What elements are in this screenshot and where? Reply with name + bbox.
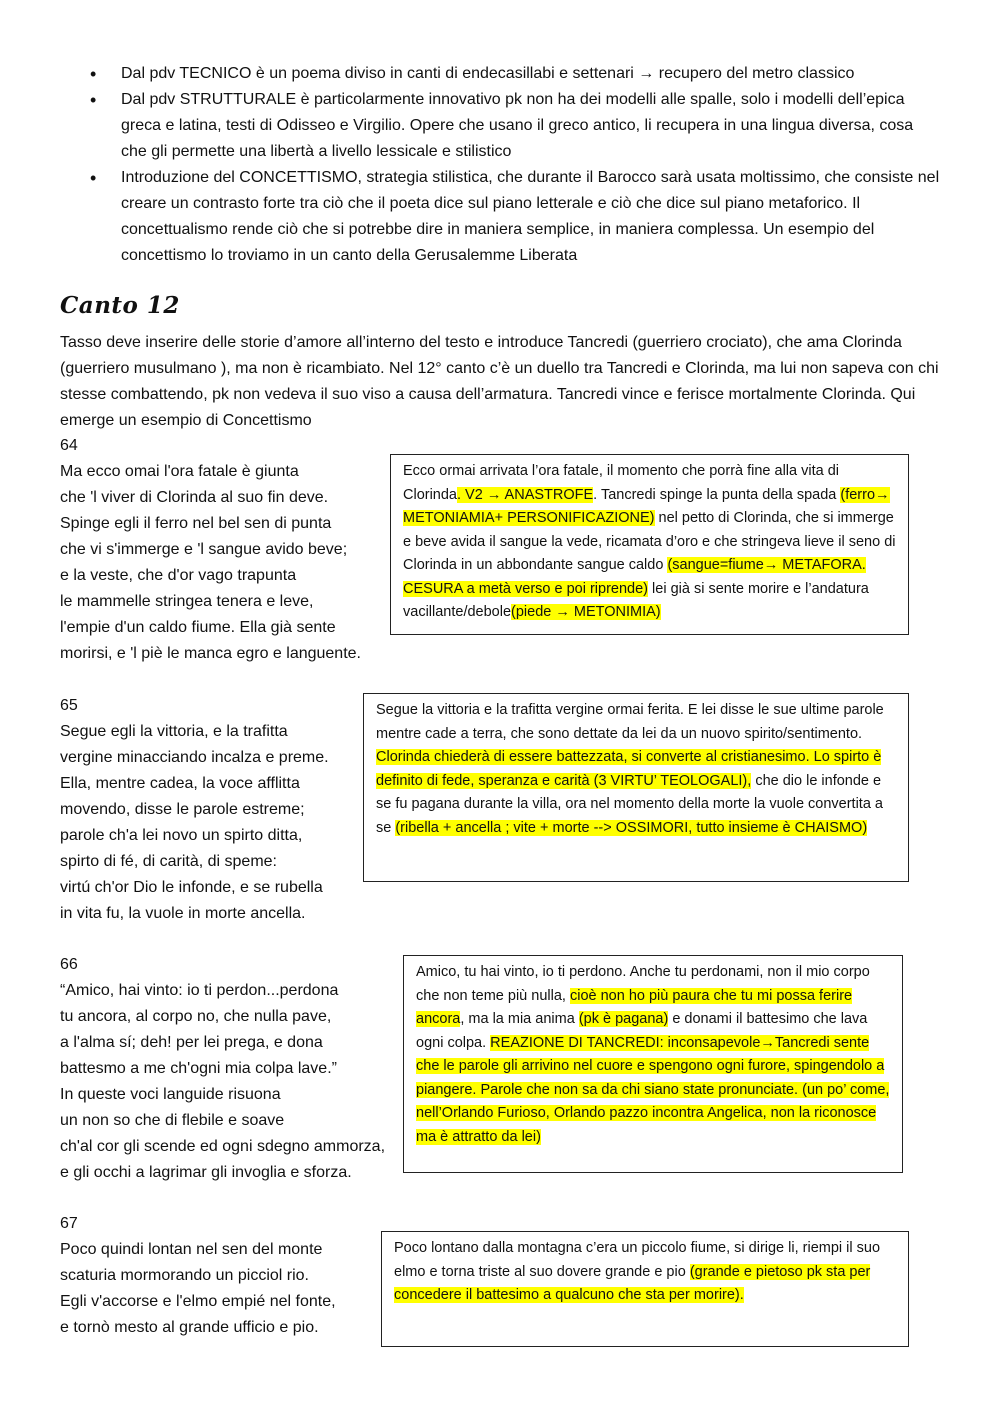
- note-box-67: [381, 1231, 909, 1347]
- verse-line: spirto di fé, di carità, di speme:: [60, 853, 277, 870]
- note-box-66: [403, 955, 903, 1173]
- verse-line: a l'alma sí; deh! per lei prega, e dona: [60, 1034, 323, 1051]
- highlighted-text: (sangue=fiume→ METAFORA. CESURA a metà verso e poi riprende): [403, 557, 866, 597]
- highlighted-text: (ribella + ancella ; vite + morte --> OSSIMORI, tutto insieme è CHAISMO): [395, 819, 868, 836]
- stanza-number: 67: [60, 1215, 78, 1232]
- verse-line: battesmo a me ch'ogni mia colpa lave.”: [60, 1060, 337, 1077]
- note-text: lei già si sente morire e l’andatura vacillante/debole: [403, 580, 869, 620]
- highlighted-text: . V2 → ANASTROFE: [457, 486, 594, 503]
- verse-line: Segue egli la vittoria, e la trafitta: [60, 723, 288, 740]
- note-text: Amico, tu hai vinto, io ti perdono. Anche tu perdonami, non il mio corpo che non teme più nulla,: [416, 964, 870, 1004]
- verse-line: che 'l viver di Clorinda al suo fin deve.: [60, 489, 329, 506]
- bullet-list: [92, 61, 942, 269]
- verse-line: scaturia mormorando un picciol rio.: [60, 1267, 309, 1284]
- highlighted-text: (ferro→ METONIAMIA+ PERSONIFICAZIONE): [403, 486, 890, 526]
- stanza-number: 65: [60, 697, 78, 714]
- highlighted-text: Clorinda chiederà di essere battezzata, si converte al cristianesimo. Lo spirto è definito di fede, speranza e carità (3 VIRTU’ TEOLOGALI),: [376, 749, 882, 789]
- verse-line: l'empie d'un caldo fiume. Ella già sente: [60, 619, 336, 636]
- note-text: Poco lontano dalla montagna c’era un piccolo fiume, si dirige li, riempi il suo elmo e torna triste al suo dovere grande e pio: [394, 1240, 881, 1280]
- verse-line: Ma ecco omai l'ora fatale è giunta: [60, 463, 299, 480]
- stanza-65: [60, 693, 329, 927]
- highlighted-text: cioè non ho più paura che tu mi possa ferire ancora: [416, 987, 853, 1027]
- verse-line: movendo, disse le parole estreme;: [60, 801, 305, 818]
- verse-line: e tornò mesto al grande ufficio e pio.: [60, 1319, 319, 1336]
- note-box-64: [390, 454, 909, 635]
- verse-line: Spinge egli il ferro nel bel sen di punta: [60, 515, 332, 532]
- verse-line: morirsi, e 'l piè le manca egro e languente.: [60, 645, 361, 662]
- verse-line: e la veste, che d'or vago trapunta: [60, 567, 297, 584]
- note-text: , ma la mia anima: [460, 1011, 579, 1027]
- verse-line: Egli v'accorse e l'elmo empié nel fonte,: [60, 1293, 336, 1310]
- bullet-item: • Introduzione del CONCETTISMO, strategia stilistica, che durante il Barocco sarà usata moltissimo, che consiste nel creare un contrasto forte tra ciò che il poeta dice sul piano letterale e ciò che dice sul piano metaforico. Il concettualismo rende ciò che si potrebbe dire in maniera semplice, in maniera complessa. Un esempio del concettismo lo troviamo in un canto della Gerusalemme Liberata: [92, 165, 942, 269]
- bullet-item: • Dal pdv STRUTTURALE è particolarmente innovativo pk non ha dei modelli alle spalle, solo i modelli dell’epica greca e latina, testi di Odisseo e Virgilio. Opere che usano il greco antico, li recupera in una lingua diversa, cosa che gli permette una libertà a livello lessicale e stilistico: [92, 87, 942, 165]
- verse-line: “Amico, hai vinto: io ti perdon...perdona: [60, 982, 339, 999]
- note-text: che dio le infonde e se fu pagana durante la villa, ora nel momento della morte la vuole convertita a se: [376, 772, 883, 836]
- section-heading: Canto 12: [60, 292, 180, 319]
- verse-line: In queste voci languide risuona: [60, 1086, 281, 1103]
- stanza-67: [60, 1211, 336, 1341]
- verse-line: un non so che di flebile e soave: [60, 1112, 285, 1129]
- highlighted-text: (piede → METONIMIA): [511, 604, 661, 620]
- verse-line: vergine minacciando incalza e preme.: [60, 749, 329, 766]
- verse-line: Poco quindi lontan nel sen del monte: [60, 1241, 323, 1258]
- stanza-number: 64: [60, 437, 78, 454]
- verse-line: che vi s'immerge e 'l sangue avido beve;: [60, 541, 348, 558]
- stanza-64: [60, 433, 361, 667]
- highlighted-text: (grande e pietoso pk sta per concedere il battesimo a qualcuno che sta per morire).: [394, 1263, 871, 1303]
- intro-paragraph: Tasso deve inserire delle storie d’amore all’interno del testo e introduce Tancredi (guerriero crociato), che ama Clorinda (guerriero musulmano ), ma non è ricambiato. Nel 12° canto c’è un duello tra Tancredi e Clorinda, ma lui non sapeva con chi stesse combattendo, pk non vedeva il suo viso a causa dell’armatura. Tancredi vince e ferisce mortalmente Clorinda. Qui emerge un esempio di Concettismo: [60, 334, 939, 429]
- note-text: nel petto di Clorinda, che si immerge e beve avida il sangue la vede, ricamata d’oro e che stringeva lieve il seno di Clorinda in un abbondante sangue caldo: [403, 510, 896, 573]
- note-text: Segue la vittoria e la trafitta vergine ormai ferita. E lei disse le sue ultime parole mentre cade a terra, che sono dettate da lei da un nuovo spirito/sentimento.: [376, 702, 884, 742]
- verse-line: Ella, mentre cadea, la voce afflitta: [60, 775, 300, 792]
- stanza-number: 66: [60, 956, 78, 973]
- note-text: . Tancredi spinge la punta della spada: [593, 486, 841, 503]
- highlighted-text: (pk è pagana): [578, 1011, 669, 1027]
- verse-line: in vita fu, la vuole in morte ancella.: [60, 905, 306, 922]
- highlighted-text: REAZIONE DI TANCREDI: inconsapevole→Tancredi sente che le parole gli arrivino nel cuore e spengono ogni furore, spingendolo a piangere. Parole che non sa da chi siano state pronunciate. (un po’ come, nell’Orlando Furioso, Orlando pazzo incontra Angelica, non la riconosce ma è attratto da lei): [416, 1034, 890, 1145]
- verse-line: ch'al cor gli scende ed ogni sdegno ammorza,: [60, 1138, 386, 1155]
- verse-line: tu ancora, al corpo no, che nulla pave,: [60, 1008, 332, 1025]
- verse-line: parole ch'a lei novo un spirto ditta,: [60, 827, 303, 844]
- note-text: e donami il battesimo che lava ogni colpa.: [416, 1011, 868, 1051]
- note-text: Ecco ormai arrivata l’ora fatale, il momento che porrà fine alla vita di Clorinda: [403, 463, 839, 503]
- bullet-item: • Dal pdv TECNICO è un poema diviso in canti di endecasillabi e settenari → recupero del metro classico: [92, 61, 942, 87]
- verse-line: virtú ch'or Dio le infonde, e se rubella: [60, 879, 323, 896]
- verse-line: le mammelle stringea tenera e leve,: [60, 593, 314, 610]
- stanza-66: [60, 952, 385, 1186]
- verse-line: e gli occhi a lagrimar gli invoglia e sforza.: [60, 1164, 352, 1181]
- note-box-65: [363, 693, 909, 882]
